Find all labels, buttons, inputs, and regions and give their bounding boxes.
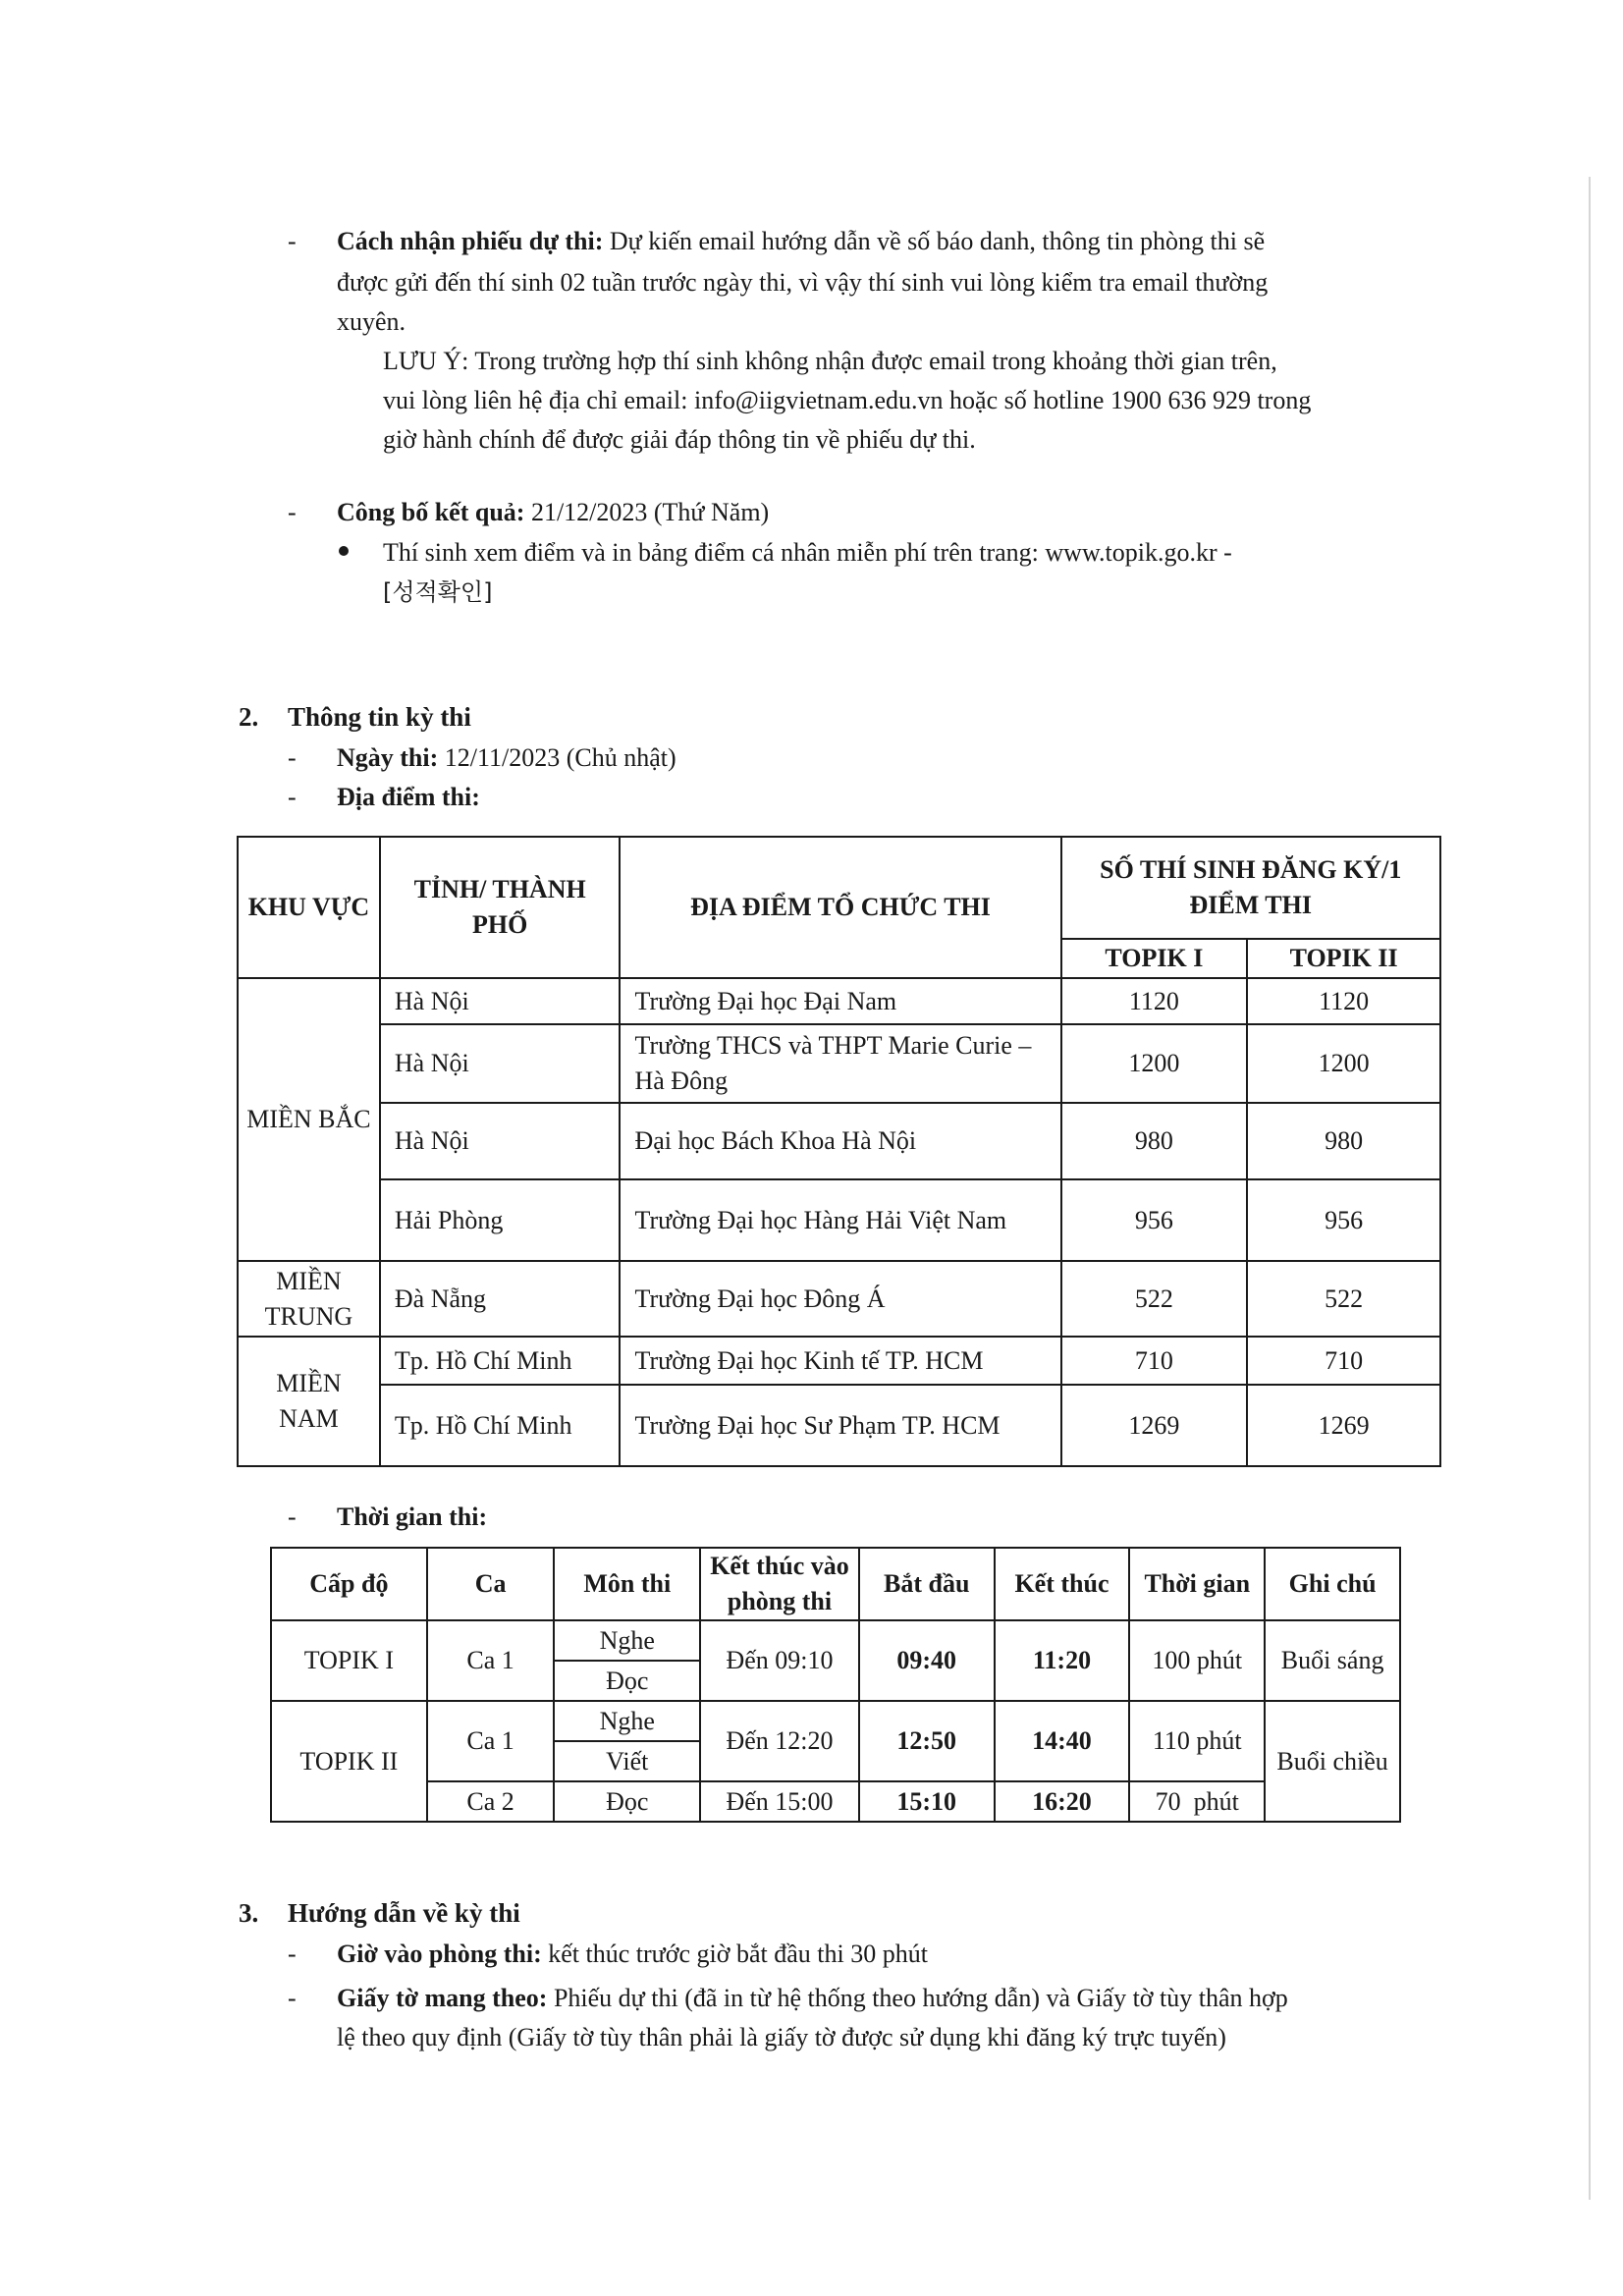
cell-mon-thi: Nghe bbox=[554, 1701, 700, 1741]
cell-ket-thuc-vao: Đến 15:00 bbox=[700, 1781, 859, 1822]
giay-to-line-1 bbox=[337, 1981, 1288, 2016]
dash-marker: - bbox=[288, 498, 297, 526]
section-3-number: 3. bbox=[239, 1898, 259, 1928]
dia-diem-label: Địa điểm thi: bbox=[337, 783, 480, 811]
section-3-title: Hướng dẫn về kỳ thi bbox=[288, 1898, 520, 1928]
ngay-thi-line bbox=[337, 740, 676, 776]
cell-topik-1: 956 bbox=[1061, 1179, 1248, 1261]
header-ket-thuc: Kết thúc bbox=[995, 1548, 1130, 1620]
cell-tinh: Hải Phòng bbox=[380, 1179, 621, 1261]
dash-marker: - bbox=[288, 227, 297, 255]
cell-topik-1: 1200 bbox=[1061, 1024, 1248, 1103]
section-2-number: 2. bbox=[239, 702, 259, 732]
table-row bbox=[271, 1620, 1400, 1661]
cell-bat-dau: 15:10 bbox=[859, 1781, 995, 1822]
giay-to-value: Phiếu dự thi (đã in từ hệ thống theo hướng dẫn) và Giấy tờ tùy thân hợp bbox=[547, 1984, 1288, 2012]
cell-mon-thi: Nghe bbox=[554, 1620, 700, 1661]
cell-thoi-gian: 110 phút bbox=[1129, 1701, 1265, 1781]
cell-topik-2: 1200 bbox=[1247, 1024, 1440, 1103]
cell-topik-2: 522 bbox=[1247, 1261, 1440, 1337]
gio-vao-label: Giờ vào phòng thi: bbox=[337, 1940, 542, 1968]
header-ghi-chu: Ghi chú bbox=[1265, 1548, 1400, 1620]
cell-dia-diem: Trường THCS và THPT Marie Curie – Hà Đông bbox=[620, 1024, 1060, 1103]
cell-mon-thi: Viết bbox=[554, 1741, 700, 1781]
cong-bo-line bbox=[337, 495, 769, 530]
table-row bbox=[238, 1179, 1440, 1261]
header-dia-diem: ĐỊA ĐIỂM TỔ CHỨC THI bbox=[620, 837, 1060, 978]
xem-diem-line-2: [성적확인] bbox=[383, 578, 493, 606]
giay-to-line-2: lệ theo quy định (Giấy tờ tùy thân phải là giấy tờ được sử dụng khi đăng ký trực tuyến) bbox=[337, 2023, 1226, 2051]
dash-marker: - bbox=[288, 1503, 297, 1531]
header-ca: Ca bbox=[427, 1548, 555, 1620]
cell-dia-diem: Trường Đại học Hàng Hải Việt Nam bbox=[620, 1179, 1060, 1261]
header-topik-2: TOPIK II bbox=[1247, 939, 1440, 978]
header-so-thi-sinh: SỐ THÍ SINH ĐĂNG KÝ/1 ĐIỂM THI bbox=[1061, 837, 1441, 939]
cell-dia-diem: Trường Đại học Sư Phạm TP. HCM bbox=[620, 1385, 1060, 1466]
cell-ghi-chu: Buổi sáng bbox=[1265, 1620, 1400, 1701]
table-row bbox=[238, 978, 1440, 1024]
cell-dia-diem: Trường Đại học Đông Á bbox=[620, 1261, 1060, 1337]
thoi-gian-label: Thời gian thi: bbox=[337, 1503, 488, 1531]
table-row bbox=[238, 1337, 1440, 1385]
dia-diem-line bbox=[337, 780, 480, 815]
locations-table bbox=[237, 836, 1441, 1467]
cell-tinh: Hà Nội bbox=[380, 1024, 621, 1103]
cell-tinh: Hà Nội bbox=[380, 978, 621, 1024]
header-khu-vuc: KHU VỰC bbox=[238, 837, 380, 978]
cach-nhan-line-1 bbox=[337, 224, 1265, 259]
cell-ket-thuc-vao: Đến 09:10 bbox=[700, 1620, 859, 1701]
cell-topik-2: 1120 bbox=[1247, 978, 1440, 1024]
cach-nhan-line-2: được gửi đến thí sinh 02 tuần trước ngày thi, vì vậy thí sinh vui lòng kiểm tra email thường bbox=[337, 268, 1269, 297]
cell-ca: Ca 2 bbox=[427, 1781, 555, 1822]
ngay-thi-value: 12/11/2023 (Chủ nhật) bbox=[438, 743, 676, 772]
table-row bbox=[238, 1261, 1440, 1337]
cell-ket-thuc-vao: Đến 12:20 bbox=[700, 1701, 859, 1781]
cell-topik-2: 956 bbox=[1247, 1179, 1440, 1261]
ngay-thi-label: Ngày thi: bbox=[337, 743, 439, 772]
cach-nhan-label: Cách nhận phiếu dự thi: bbox=[337, 227, 604, 255]
cell-tinh: Hà Nội bbox=[380, 1103, 621, 1179]
header-bat-dau: Bắt đầu bbox=[859, 1548, 995, 1620]
cell-ca: Ca 1 bbox=[427, 1620, 555, 1701]
cell-ket-thuc: 16:20 bbox=[995, 1781, 1130, 1822]
xem-diem-line-1: Thí sinh xem điểm và in bảng điểm cá nhân miễn phí trên trang: www.topik.go.kr - bbox=[383, 538, 1232, 567]
dash-marker: - bbox=[288, 1984, 297, 2012]
cell-topik-1: 710 bbox=[1061, 1337, 1248, 1385]
gio-vao-line bbox=[337, 1937, 928, 1972]
luu-y-line-1: LƯU Ý: Trong trường hợp thí sinh không nhận được email trong khoảng thời gian trên, bbox=[383, 347, 1277, 375]
cong-bo-value: 21/12/2023 (Thứ Năm) bbox=[524, 498, 770, 526]
cell-cap-do: TOPIK I bbox=[271, 1620, 427, 1701]
table-row bbox=[238, 1024, 1440, 1103]
cell-tinh: Tp. Hồ Chí Minh bbox=[380, 1385, 621, 1466]
cell-ghi-chu: Buổi chiều bbox=[1265, 1701, 1400, 1822]
cell-tinh: Đà Nẵng bbox=[380, 1261, 621, 1337]
cell-thoi-gian: 100 phút bbox=[1129, 1620, 1265, 1701]
cell-ket-thuc: 11:20 bbox=[995, 1620, 1130, 1701]
table-row bbox=[238, 1103, 1440, 1179]
cell-mon-thi: Đọc bbox=[554, 1661, 700, 1701]
cell-ket-thuc: 14:40 bbox=[995, 1701, 1130, 1781]
cell-topik-1: 1269 bbox=[1061, 1385, 1248, 1466]
region-mien-nam: MIỀN NAM bbox=[238, 1337, 380, 1466]
gio-vao-value: kết thúc trước giờ bắt đầu thi 30 phút bbox=[541, 1940, 928, 1968]
cell-topik-1: 522 bbox=[1061, 1261, 1248, 1337]
cell-tinh: Tp. Hồ Chí Minh bbox=[380, 1337, 621, 1385]
region-mien-trung: MIỀN TRUNG bbox=[238, 1261, 380, 1337]
giay-to-label: Giấy tờ mang theo: bbox=[337, 1984, 548, 2012]
header-thoi-gian: Thời gian bbox=[1129, 1548, 1265, 1620]
cell-topik-2: 980 bbox=[1247, 1103, 1440, 1179]
table-row bbox=[271, 1781, 1400, 1822]
scan-edge-line bbox=[1589, 177, 1591, 2200]
cell-mon-thi: Đọc bbox=[554, 1781, 700, 1822]
table-row bbox=[271, 1701, 1400, 1741]
luu-y-line-2: vui lòng liên hệ địa chỉ email: info@iigvietnam.edu.vn hoặc số hotline 1900 636 929 trong bbox=[383, 386, 1312, 414]
cell-topik-2: 710 bbox=[1247, 1337, 1440, 1385]
header-tinh-thanh-pho: TỈNH/ THÀNH PHỐ bbox=[380, 837, 621, 978]
cell-topik-1: 980 bbox=[1061, 1103, 1248, 1179]
bullet-icon bbox=[339, 546, 349, 556]
cach-nhan-line-3: xuyên. bbox=[337, 307, 406, 336]
cell-thoi-gian: 70 phút bbox=[1129, 1781, 1265, 1822]
cell-dia-diem: Đại học Bách Khoa Hà Nội bbox=[620, 1103, 1060, 1179]
section-2-title: Thông tin kỳ thi bbox=[288, 702, 471, 732]
cell-dia-diem: Trường Đại học Đại Nam bbox=[620, 978, 1060, 1024]
schedule-header-row bbox=[271, 1548, 1400, 1620]
header-mon-thi: Môn thi bbox=[554, 1548, 700, 1620]
region-mien-bac: MIỀN BẮC bbox=[238, 978, 380, 1261]
cell-cap-do: TOPIK II bbox=[271, 1701, 427, 1822]
schedule-table bbox=[270, 1547, 1401, 1823]
cong-bo-label: Công bố kết quả: bbox=[337, 498, 525, 526]
locations-header-row bbox=[238, 837, 1440, 939]
cell-ca: Ca 1 bbox=[427, 1701, 555, 1781]
dash-marker: - bbox=[288, 1940, 297, 1968]
dash-marker: - bbox=[288, 783, 297, 811]
header-cap-do: Cấp độ bbox=[271, 1548, 427, 1620]
dash-marker: - bbox=[288, 743, 297, 772]
thoi-gian-line bbox=[337, 1500, 487, 1535]
cell-topik-1: 1120 bbox=[1061, 978, 1248, 1024]
cell-bat-dau: 12:50 bbox=[859, 1701, 995, 1781]
header-ket-thuc-vao-phong: Kết thúc vào phòng thi bbox=[700, 1548, 859, 1620]
table-row bbox=[238, 1385, 1440, 1466]
cell-topik-2: 1269 bbox=[1247, 1385, 1440, 1466]
cell-dia-diem: Trường Đại học Kinh tế TP. HCM bbox=[620, 1337, 1060, 1385]
cell-bat-dau: 09:40 bbox=[859, 1620, 995, 1701]
cach-nhan-text: Dự kiến email hướng dẫn về số báo danh, thông tin phòng thi sẽ bbox=[603, 227, 1266, 255]
header-topik-1: TOPIK I bbox=[1061, 939, 1248, 978]
luu-y-line-3: giờ hành chính để được giải đáp thông tin về phiếu dự thi. bbox=[383, 425, 976, 454]
